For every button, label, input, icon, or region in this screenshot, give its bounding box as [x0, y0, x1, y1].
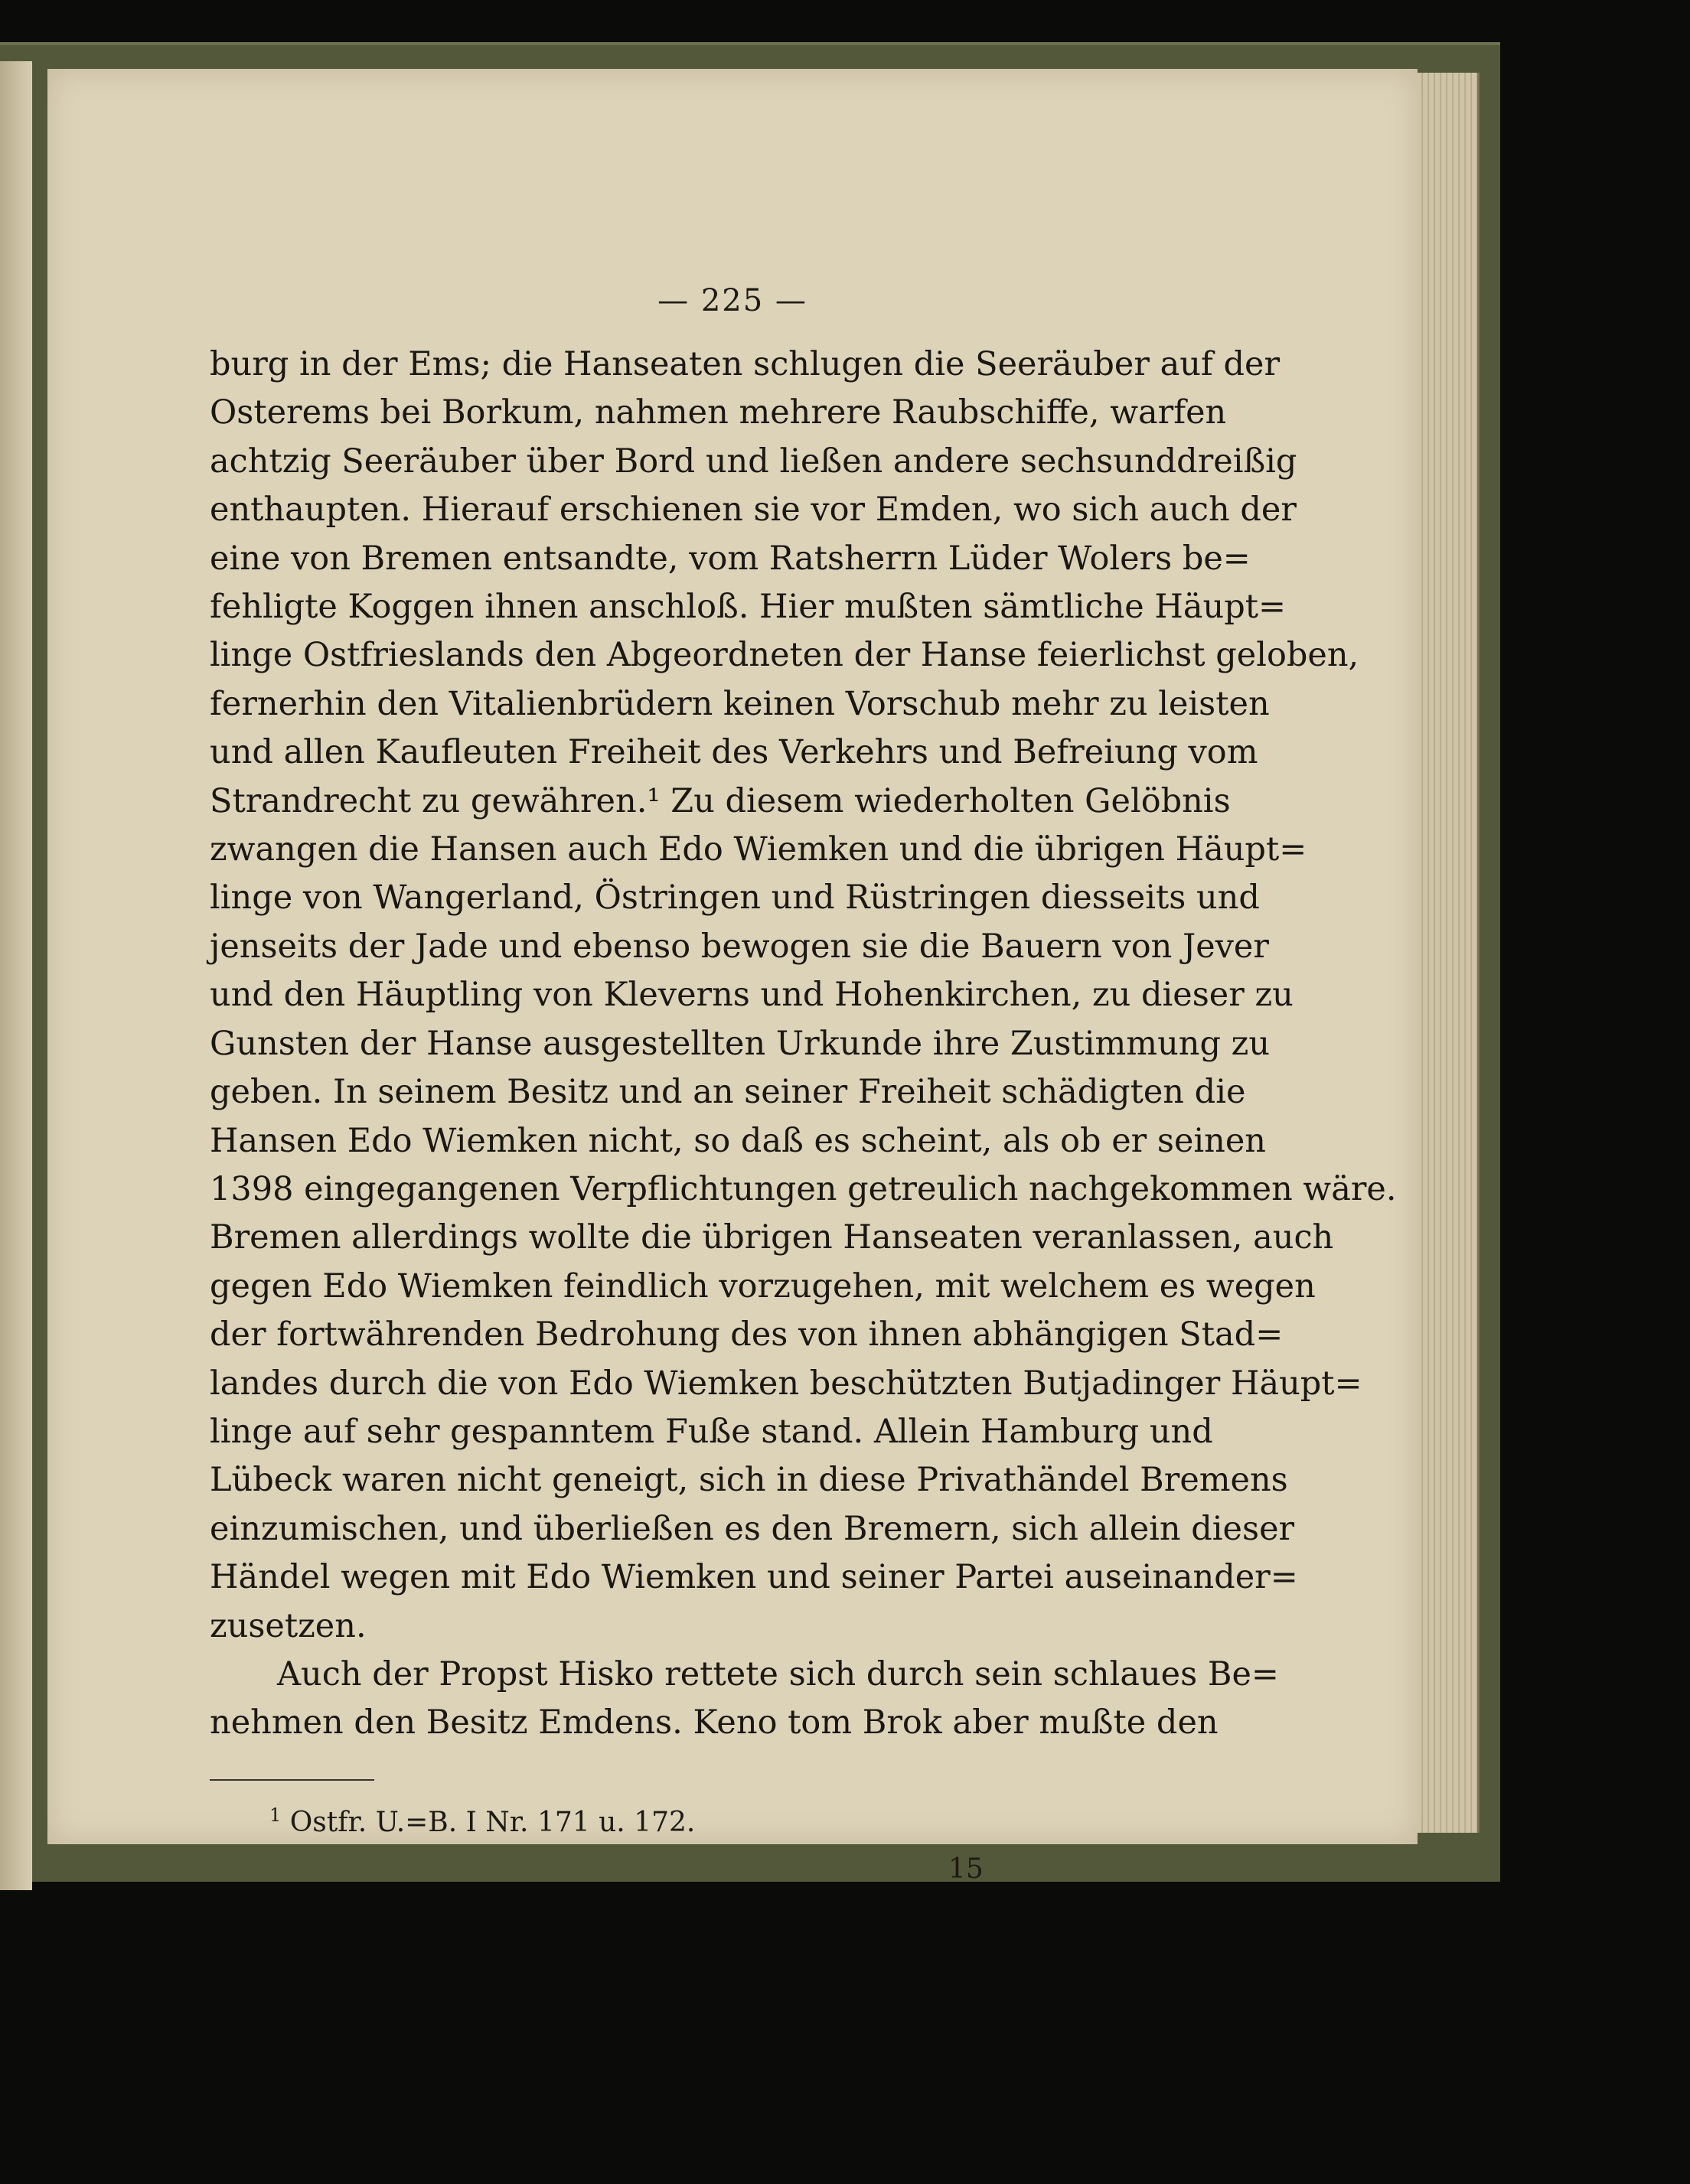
footnote-text: Ostfr. U.=B. I Nr. 171 u. 172.: [289, 1807, 696, 1838]
text-line: landes durch die von Edo Wiemken beschützten Butjadinger Häupt=: [210, 1364, 1362, 1403]
text-line: einzumischen, und überließen es den Bremern, sich allein dieser: [210, 1509, 1295, 1548]
text-line: gegen Edo Wiemken feindlich vorzugehen, mit welchem es wegen: [210, 1266, 1316, 1306]
footnote-marker: 1: [269, 1804, 282, 1826]
text-line: der fortwährenden Bedrohung des von ihnen abhängigen Stad=: [210, 1315, 1284, 1354]
text-line: Strandrecht zu gewähren.¹ Zu diesem wiederholten Gelöbnis: [210, 781, 1231, 820]
text-line: burg in der Ems; die Hanseaten schlugen die Seeräuber auf der: [210, 345, 1281, 383]
left-page-edge: [0, 61, 32, 1890]
text-line: linge von Wangerland, Östringen und Rüstringen diesseits und: [210, 878, 1260, 918]
text-line: linge auf sehr gespanntem Fuße stand. Allein Hamburg und: [210, 1412, 1213, 1451]
text-line: Osterems bei Borkum, nahmen mehrere Raubschiffe, warfen: [210, 393, 1227, 432]
text-line: und den Häuptling von Kleverns und Hohenkirchen, zu dieser zu: [210, 976, 1294, 1015]
paragraph-1: [210, 341, 1397, 1651]
book-page: [47, 69, 1418, 1885]
text-line: Lübeck waren nicht geneigt, sich in diese Privathändel Bremens: [210, 1461, 1288, 1500]
footnote: [269, 1804, 695, 1838]
text-line: Händel wegen mit Edo Wiemken und seiner Partei auseinander=: [210, 1558, 1298, 1597]
body-text: [210, 341, 1397, 1748]
text-line: Gunsten der Hanse ausgestellten Urkunde ihre Zustimmung zu: [210, 1024, 1271, 1063]
text-line: Hansen Edo Wiemken nicht, so daß es scheint, als ob er seinen: [210, 1121, 1266, 1160]
paragraph-2: [210, 1651, 1279, 1748]
text-line: jenseits der Jade und ebenso bewogen sie die Bauern von Jever: [210, 927, 1269, 966]
text-line: und allen Kaufleuten Freiheit des Verkehrs und Befreiung vom: [210, 733, 1258, 772]
text-line: Bremen allerdings wollte die übrigen Hanseaten veranlassen, auch: [210, 1218, 1334, 1257]
text-line: enthaupten. Hierauf erschienen sie vor Emden, wo sich auch der: [210, 491, 1297, 530]
text-line: Auch der Propst Hisko rettete sich durch sein schlaues Be=: [277, 1654, 1279, 1693]
text-line: fehligte Koggen ihnen anschloß. Hier mußten sämtliche Häupt=: [210, 588, 1287, 627]
text-line: achtzig Seeräuber über Bord und ließen andere sechsunddreißig: [210, 442, 1297, 481]
text-line: nehmen den Besitz Emdens. Keno tom Brok aber mußte den: [210, 1703, 1219, 1742]
text-line: 1398 eingegangenen Verpflichtungen getreulich nachgekommen wäre.: [210, 1169, 1397, 1208]
footnote-rule: [210, 1779, 374, 1781]
text-line: zwangen die Hansen auch Edo Wiemken und die übrigen Häupt=: [210, 830, 1307, 869]
text-line: linge Ostfrieslands den Abgeordneten der Hanse feierlichst geloben,: [210, 636, 1359, 675]
text-line: eine von Bremen entsandte, vom Ratsherrn Lüder Wolers be=: [210, 539, 1251, 578]
text-line: geben. In seinem Besitz und an seiner Freiheit schädigten die: [210, 1073, 1246, 1112]
text-line: fernerhin den Vitalienbrüdern keinen Vorschub mehr zu leisten: [210, 684, 1270, 723]
page-number-header: — 225 —: [657, 283, 807, 318]
text-line: zusetzen.: [210, 1606, 367, 1645]
signature-mark: 15: [948, 1853, 984, 1885]
